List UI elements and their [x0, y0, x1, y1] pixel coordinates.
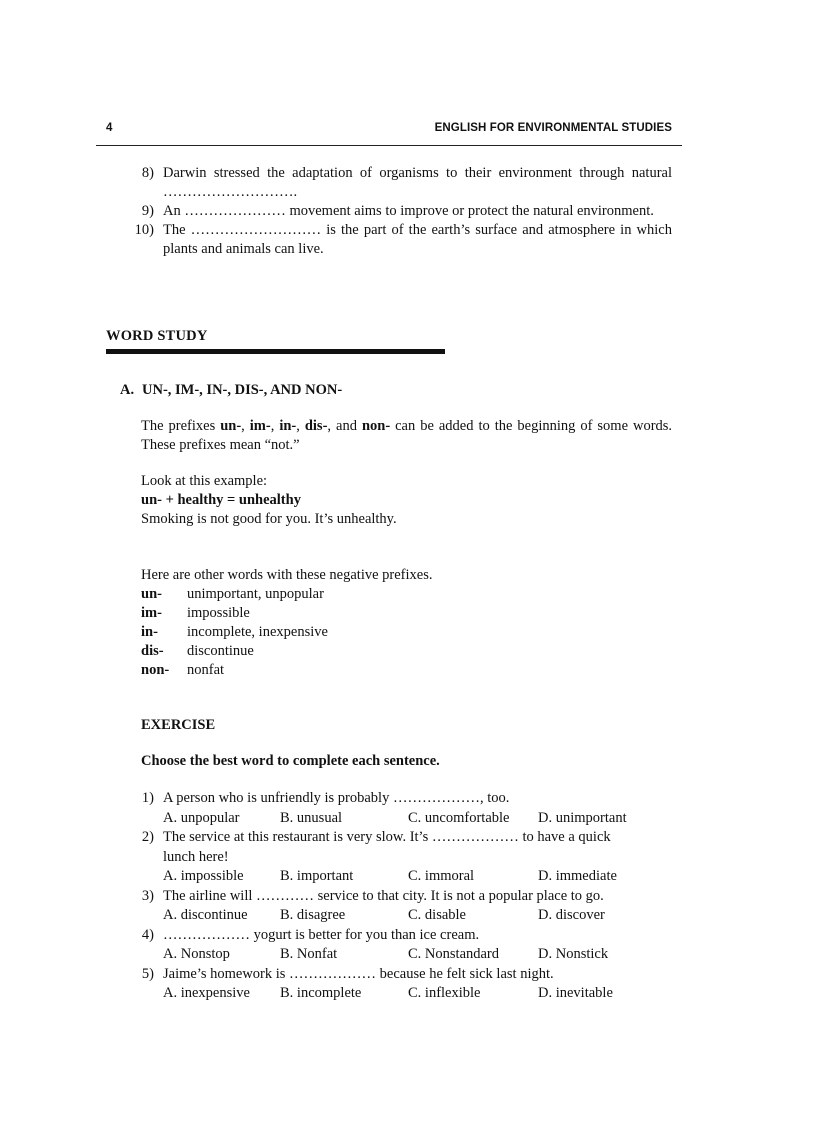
option-b: B. unusual [280, 809, 343, 826]
option-c: C. inflexible [408, 985, 481, 1001]
prefix: in- [141, 624, 158, 640]
option-c: C. Nonstandard [408, 946, 500, 962]
section-label: A. [120, 382, 135, 398]
word-study-heading: WORD STUDY [106, 328, 208, 344]
item-number: 10) [134, 222, 154, 238]
word-study-rule [106, 349, 445, 354]
question-text: The service at this restaurant is very slow. It’s ……………… to have a quick [163, 829, 611, 845]
prefix-term: dis- [304, 418, 328, 434]
fill-in-list [120, 164, 672, 259]
option-d: D. unimportant [538, 809, 627, 826]
fill-item [120, 221, 672, 259]
option-d: D. inevitable [538, 985, 613, 1001]
prefix-term: un- [220, 418, 242, 434]
option-d: D. discover [538, 907, 605, 923]
prefix-word-list [141, 566, 672, 680]
prefix: dis- [141, 643, 164, 659]
question-text: Jaime’s homework is ……………… because he felt sick last night. [163, 965, 554, 982]
answer-options [120, 809, 672, 829]
prefix-row [141, 604, 672, 623]
question [120, 965, 672, 985]
item-text: An ………………… movement aims to improve or protect the natural environment. [163, 203, 654, 219]
exercise-heading: EXERCISE [141, 717, 216, 733]
option-a: A. Nonstop [163, 946, 230, 962]
question [120, 887, 672, 907]
option-d: D. immediate [538, 868, 617, 884]
option-b: B. Nonfat [280, 946, 338, 962]
prefix: im- [141, 605, 162, 621]
prefix-term: in- [279, 418, 297, 434]
answer-options [120, 984, 672, 1004]
running-header [106, 122, 672, 138]
answer-options [120, 867, 672, 887]
option-a: A. unpopular [163, 809, 240, 826]
prefix-row [141, 623, 672, 642]
question-number: 2) [141, 829, 154, 845]
option-c: C. immoral [408, 868, 475, 884]
prefix: un- [141, 586, 162, 602]
answer-options [120, 945, 672, 965]
question [120, 926, 672, 946]
example-lead: Look at this example: [141, 473, 268, 489]
question-text: The airline will ………… service to that city. It is not a popular place to go. [163, 887, 604, 904]
question-text: A person who is unfriendly is probably ………………, too. [163, 790, 510, 806]
question-text: ……………… yogurt is better for you than ice cream. [163, 926, 480, 943]
question [120, 789, 672, 809]
prefix-row [141, 642, 672, 661]
item-text: Darwin stressed the adaptation of organisms to their environment through natural ………………………. [163, 165, 672, 200]
intro-text: , [270, 418, 280, 434]
answer-options [120, 906, 672, 926]
intro-text: , [241, 418, 250, 434]
prefix-row [141, 585, 672, 604]
option-a: A. impossible [163, 868, 244, 884]
option-a: A. inexpensive [163, 985, 250, 1001]
example-formula: un- + healthy = unhealthy [141, 492, 301, 508]
option-b: B. important [280, 868, 354, 884]
page-number: 4 [106, 122, 113, 134]
fill-item [120, 164, 672, 202]
prefix-words: unimportant, unpopular [187, 586, 324, 602]
example-block [141, 472, 672, 529]
intro-text: , [296, 418, 305, 434]
question [120, 828, 672, 867]
book-title: ENGLISH FOR ENVIRONMENTAL STUDIES [434, 122, 672, 134]
intro-text: can be added to the beginning of some words. These prefixes mean “not.” [141, 418, 673, 453]
prefix-row [141, 661, 672, 680]
section-a-heading [120, 382, 342, 399]
prefix: non- [141, 662, 170, 678]
question-list [120, 789, 672, 1004]
option-c: C. disable [408, 907, 466, 923]
intro-text: The prefixes [141, 418, 221, 434]
item-number: 8) [141, 165, 154, 181]
option-b: B. incomplete [280, 985, 362, 1001]
question-number: 3) [141, 887, 154, 904]
prefix-words: impossible [187, 605, 250, 621]
fill-item [120, 202, 672, 221]
example-sentence: Smoking is not good for you. It’s unhealthy. [141, 511, 397, 527]
item-text: The ……………………… is the part of the earth’s surface and atmosphere in which plants and animals can live. [163, 222, 672, 257]
prefix-term: non- [361, 418, 391, 434]
item-number: 9) [141, 203, 154, 219]
prefix-term: im- [249, 418, 271, 434]
option-c: C. uncomfortable [408, 809, 510, 826]
prefix-words: discontinue [187, 643, 254, 659]
prefix-words: nonfat [187, 662, 225, 678]
section-title: UN-, IM-, IN-, DIS-, AND NON- [142, 382, 343, 398]
question-number: 1) [141, 790, 154, 806]
intro-text: , and [327, 418, 362, 434]
question-text-cont: lunch here! [163, 848, 229, 865]
header-divider [96, 145, 682, 146]
prefix-words: incomplete, inexpensive [187, 624, 328, 640]
others-lead: Here are other words with these negative prefixes. [141, 567, 433, 583]
question-number: 5) [141, 965, 154, 982]
prefix-intro-paragraph [141, 417, 672, 455]
question-number: 4) [141, 926, 154, 943]
option-b: B. disagree [280, 907, 346, 923]
option-d: D. Nonstick [538, 946, 609, 962]
exercise-instruction: Choose the best word to complete each sentence. [141, 753, 440, 769]
option-a: A. discontinue [163, 907, 248, 923]
